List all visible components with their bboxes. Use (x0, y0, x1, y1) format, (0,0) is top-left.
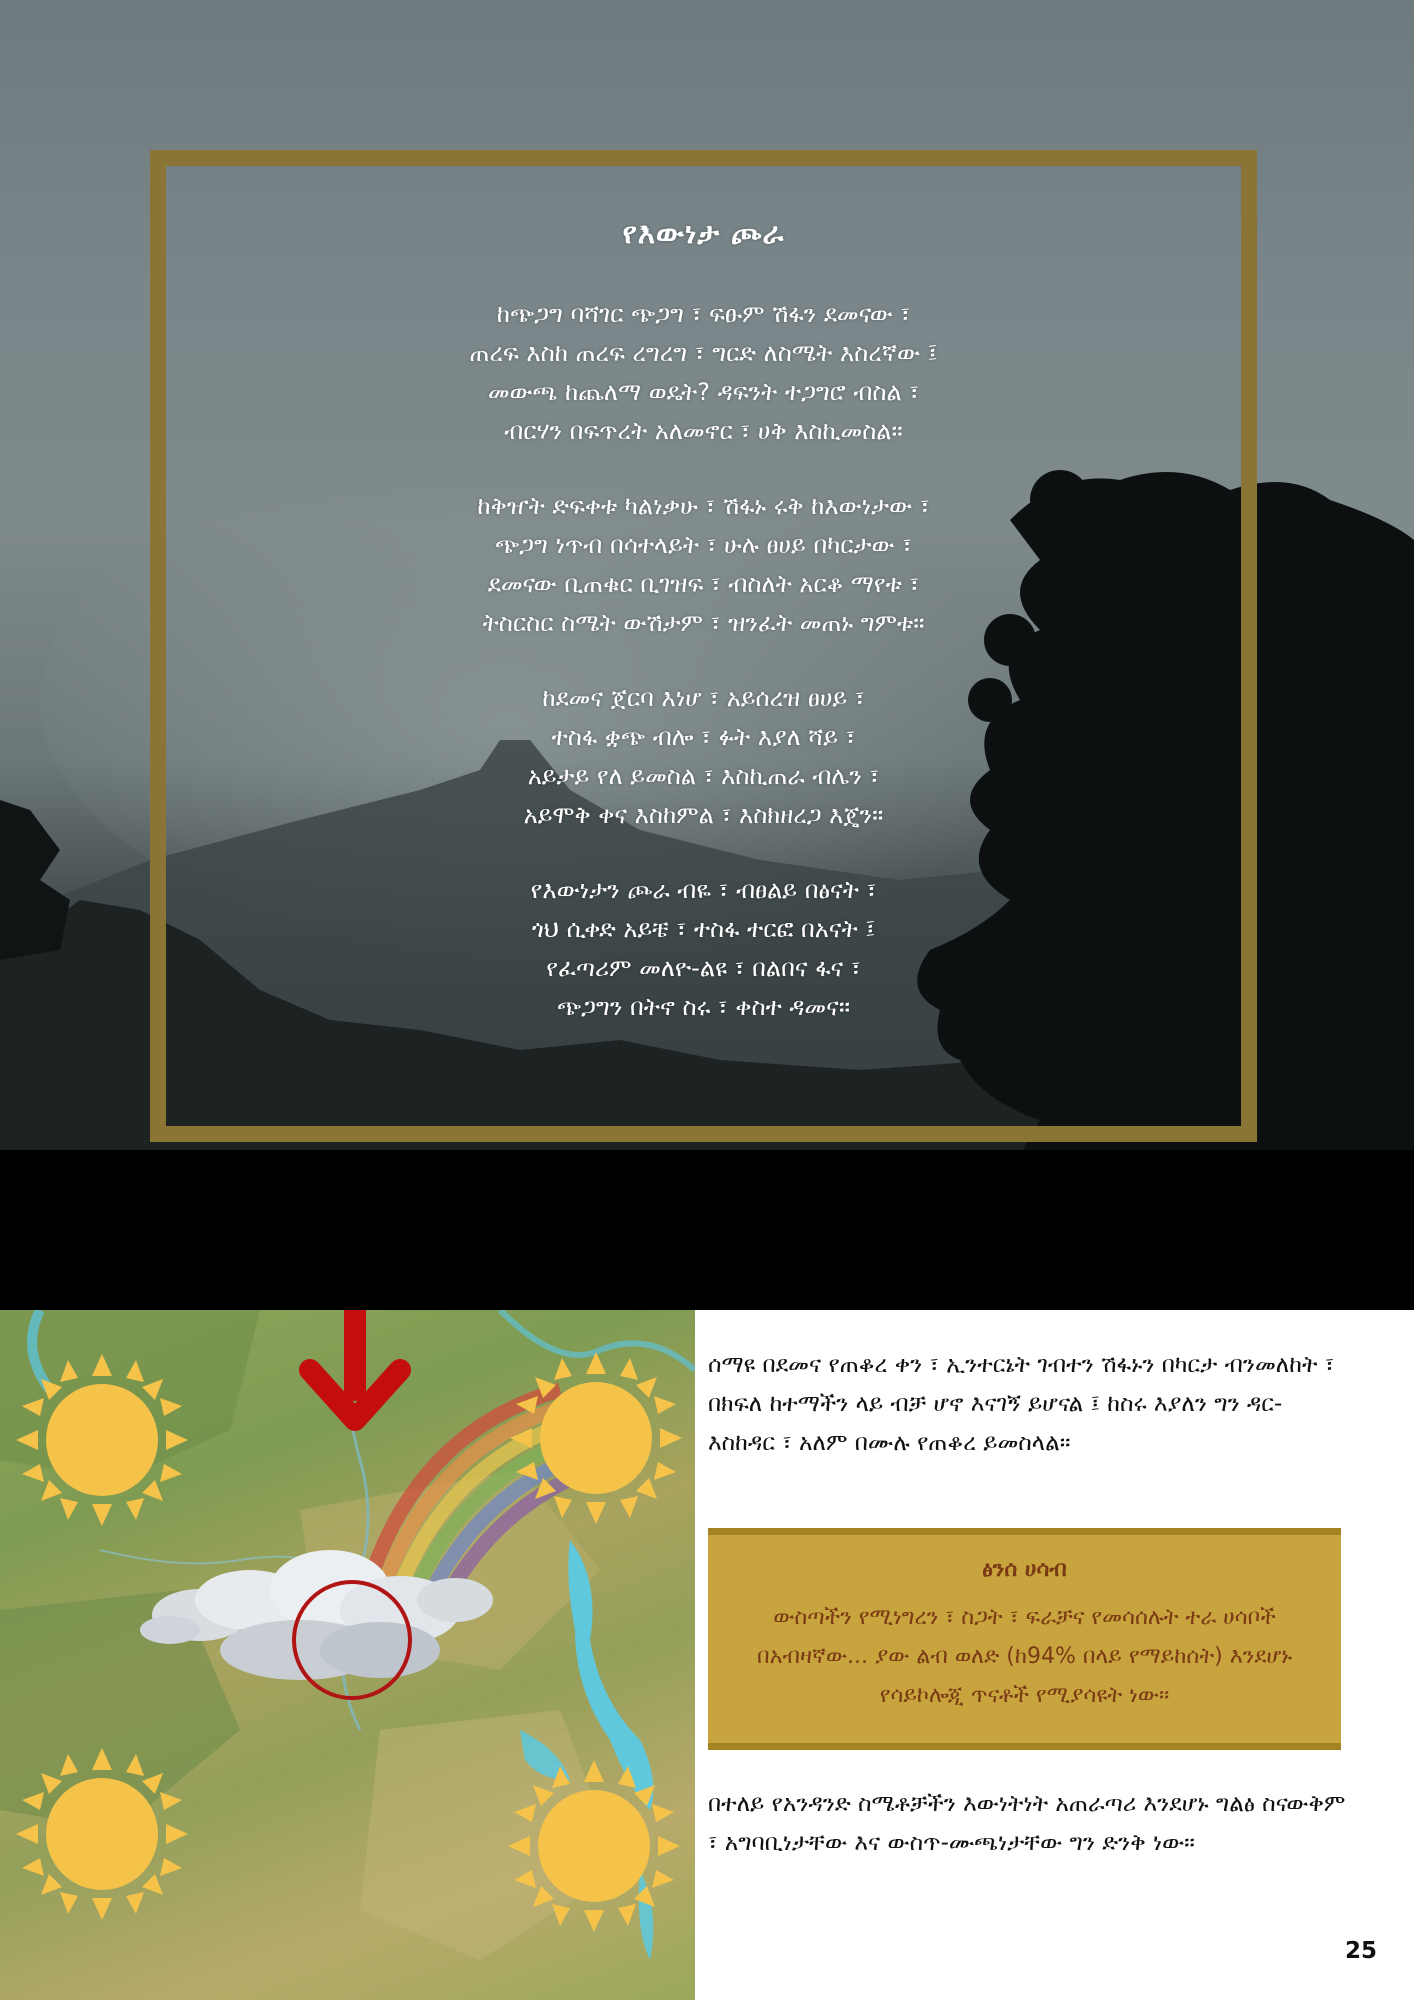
poem-line: ጠረፍ እስከ ጠረፍ ረግረግ ፣ ግርድ ለስሜት እስረኛው ፤ (469, 339, 938, 367)
poem-line: የፈጣሪም መለዮ-ልዩ ፣ በልበና ፋና ፣ (546, 954, 861, 982)
poem-line: ጭጋግን በትኖ ስሩ ፣ ቀስተ ዳመና። (556, 993, 851, 1021)
poem-stanza (166, 871, 1241, 1027)
poem (166, 216, 1241, 1063)
poem-stanza (166, 679, 1241, 835)
sun-icon (16, 1354, 188, 1526)
poem-line: ደመናው ቢጠቁር ቢገዝፍ ፣ ብስለት አርቆ ማየቱ ፣ (487, 570, 920, 598)
concept-box-title: ፅንሰ ሀሳብ (982, 1557, 1067, 1582)
poem-stanza (166, 295, 1241, 451)
closing-paragraph: በተለይ የአንዳንድ ስሜቶቻችን እውነትነት አጠራጣሪ እንደሆኑ ግልፅ ስናውቅም ፣ አግባቢነታቸው እና ውስጥ-ሙጫነታቸው ግን ድንቅ ነው። (708, 1791, 1346, 1856)
page-number: 25 (1344, 1938, 1377, 1964)
poem-line: ከደመና ጀርባ እነሆ ፣ አይሰረዝ ፀሀይ ፣ (542, 684, 865, 712)
down-arrow-icon (310, 1310, 400, 1420)
poem-title: የእውነታ ጮራ (622, 216, 785, 250)
sun-icon (16, 1748, 188, 1920)
poem-line: ከቅዠት ድፍቀቱ ካልነቃሁ ፣ ሽፋኑ ሩቅ ከእውነታው ፣ (477, 492, 930, 520)
poem-line: ጭጋግ ነጥብ በሳተላይት ፣ ሁሉ ፀሀይ በካርታው ፣ (494, 531, 913, 559)
poem-line: የእውነታን ጮራ ብዬ ፣ ብፀልይ በፅናት ፣ (530, 876, 877, 904)
poem-line: መውጫ ከጨለማ ወዴት? ዳፍንት ተጋግሮ ብስል ፣ (487, 378, 920, 406)
poem-line: ከጭጋግ ባሻገር ጭጋግ ፣ ፍፁም ሽፋን ደመናው ፣ (496, 300, 911, 328)
poem-line: ተስፋ ቋጭ ብሎ ፣ ፉት እያለ ሻይ ፣ (551, 723, 856, 751)
satellite-map (0, 1310, 695, 2000)
poem-line: ብርሃን በፍጥረት አለመኖር ፣ ሀቅ እስኪመስል። (504, 417, 903, 445)
concept-highlight-box (708, 1528, 1341, 1750)
poem-line: አይታይ የለ ይመስል ፣ እስኪጠራ ብሌን ፣ (527, 762, 880, 790)
poem-line: ጎህ ሲቀድ አይቼ ፣ ተስፋ ተርፎ በአናት ፤ (531, 915, 876, 943)
sun-icon (510, 1352, 682, 1524)
sun-icon (508, 1760, 680, 1932)
poem-line: ትስርስር ስሜት ውሽታም ፣ ዝንፈት መጠኑ ግምቱ። (482, 609, 925, 637)
poem-line: አይሞቅ ቀና እስከምል ፣ እስክዘረጋ እጄን። (523, 801, 884, 829)
poem-stanza (166, 487, 1241, 643)
intro-paragraph: ሰማዩ በደመና የጠቆረ ቀን ፣ ኢንተርኔት ገብተን ሽፋኑን በካርታ ብንመለከት ፣ በክፍለ ከተማችን ላይ ብቻ ሆኖ እናገኝ ይሆናል ፤ ከስሩ እያለን ግን ዳር-እስከዳር ፣ አለም በሙሉ የጠቆረ ይመስላል። (708, 1352, 1335, 1456)
concept-box-body: ውስጣችን የሚነግረን ፣ ስጋት ፣ ፍራቻና የመሳሰሉት ተራ ሀሳቦች በአብዛኛው... ያው ልብ ወለድ (ከ94% በላይ የማይከሰት) እንደሆኑ የሳይኮሎጂ ጥናቶች የሚያሳዩት ነው። (756, 1605, 1292, 1708)
